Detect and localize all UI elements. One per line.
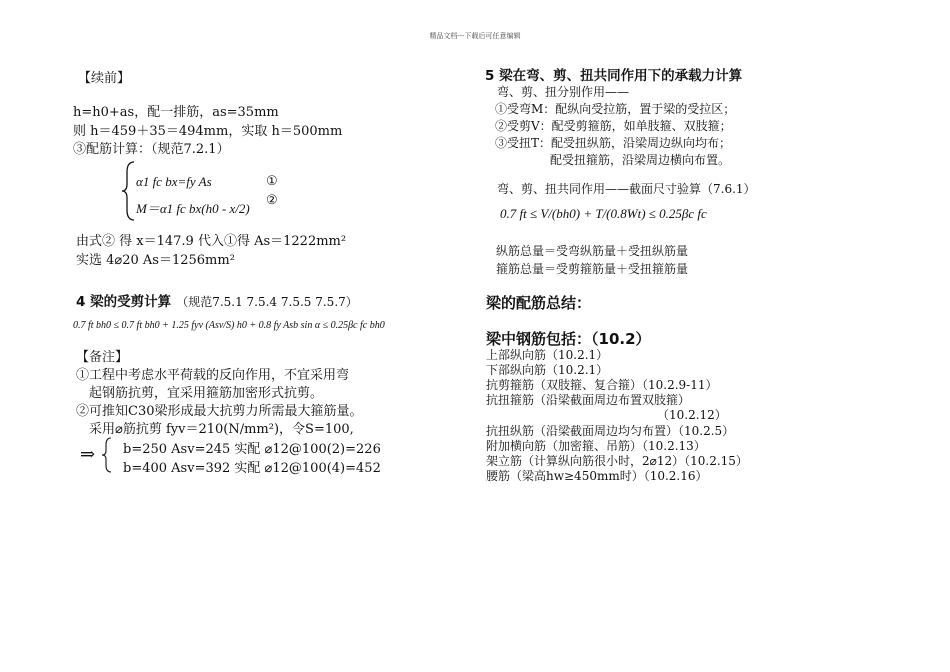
text-line-5: 实选 4⌀20 As＝1256mm²	[76, 253, 235, 268]
list-item: 抗扭纵筋（沿梁截面周边均匀布置）（10.2.5）	[486, 424, 735, 438]
section-5-intro: 弯、剪、扭分别作用——	[497, 85, 630, 99]
case-b400: b=400 Asv=392 实配 ⌀12@100(4)=452	[123, 461, 381, 476]
contains-title: 梁中钢筋包括：（10.2）	[486, 330, 651, 348]
item-torsion-stirrup: 配受扭箍筋，沿梁周边横向布置。	[550, 153, 731, 167]
implies-arrow-icon: ⇒	[80, 444, 96, 465]
case-brace	[101, 436, 113, 474]
section-4-heading	[76, 290, 358, 310]
list-item: 抗剪箍筋（双肢箍、复合箍）（10.2.9-11）	[486, 378, 718, 392]
section-5-title: 5 梁在弯、剪、扭共同作用下的承载力计算	[485, 68, 743, 84]
stirrup-total: 箍筋总量＝受剪箍筋量＋受扭箍筋量	[496, 262, 689, 276]
shear-equation: 0.7 ft bh0 ≤ 0.7 ft bh0 + 1.25 fyv (Asv/S) h0 + 0.8 fy Asb sin α ≤ 0.25βc fc bh0	[73, 320, 385, 331]
summary-title: 梁的配筋总结：	[486, 294, 592, 312]
list-item: 架立筋（计算纵向筋很小时，2⌀12）（10.2.15）	[486, 454, 748, 468]
remark-3: 采用⌀筋抗剪 fyv＝210(N/mm²)，令S=100,	[89, 422, 354, 437]
list-item: 附加横向筋（加密箍、吊筋）（10.2.13）	[486, 439, 706, 453]
text-line-4: 由式② 得 x＝147.9 代入①得 As＝1222mm²	[76, 234, 347, 249]
case-b250: b=250 Asv=245 实配 ⌀12@100(2)=226	[123, 442, 381, 457]
item-shear: ②受剪V：配受剪箍筋，如单肢箍、双肢箍；	[495, 119, 732, 133]
remark-2: ②可推知C30梁形成最大抗剪力所需最大箍筋量。	[76, 404, 363, 419]
list-item: 下部纵向筋（10.2.1）	[486, 363, 609, 377]
section-4-reference: （规范7.5.1 7.5.4 7.5.5 7.5.7）	[176, 295, 358, 309]
remark-1a: ①工程中考虑水平荷载的反向作用，不宜采用弯	[76, 368, 350, 383]
item-bending: ①受弯M：配纵向受拉筋，置于梁的受拉区；	[495, 102, 736, 116]
list-item: 上部纵向筋（10.2.1）	[486, 348, 609, 362]
text-line-1: h=h0+as，配一排筋，as=35mm	[73, 105, 279, 120]
longitudinal-total: 纵筋总量＝受弯纵筋量＋受扭纵筋量	[496, 244, 689, 258]
continue-label: 【续前】	[78, 71, 131, 86]
remark-label: 【备注】	[76, 350, 129, 365]
page-header: 精品文档---下载后可任意编辑	[429, 32, 521, 40]
list-item: （10.2.12）	[657, 408, 727, 422]
list-item: 腰筋（梁高hw≥450mm时）（10.2.16）	[486, 469, 708, 483]
item-torsion: ③受扭T：配受扭纵筋，沿梁周边纵向均布；	[495, 136, 732, 150]
section-4-title: 4 梁的受剪计算	[76, 294, 172, 310]
remark-1b: 起钢筋抗剪，宜采用箍筋加密形式抗剪。	[89, 386, 324, 401]
section-check-equation: 0.7 ft ≤ V/(bh0) + T/(0.8Wt) ≤ 0.25βc fc	[500, 206, 707, 221]
list-item: 抗扭箍筋（沿梁截面周边布置双肢箍）	[486, 393, 691, 407]
equation-1: α1 fc bx=fy As	[136, 174, 212, 189]
equation-2: M＝α1 fc bx(h0 - x/2)	[136, 201, 250, 216]
text-line-2: 则 h＝459＋35＝494mm，实取 h＝500mm	[73, 124, 343, 139]
combined-action-check: 弯、剪、扭共同作用——截面尺寸验算（7.6.1）	[497, 182, 756, 196]
equation-1-mark: ①	[266, 174, 278, 189]
equation-2-mark: ②	[266, 193, 278, 208]
text-line-3: ③配筋计算：（规范7.2.1）	[73, 142, 230, 157]
